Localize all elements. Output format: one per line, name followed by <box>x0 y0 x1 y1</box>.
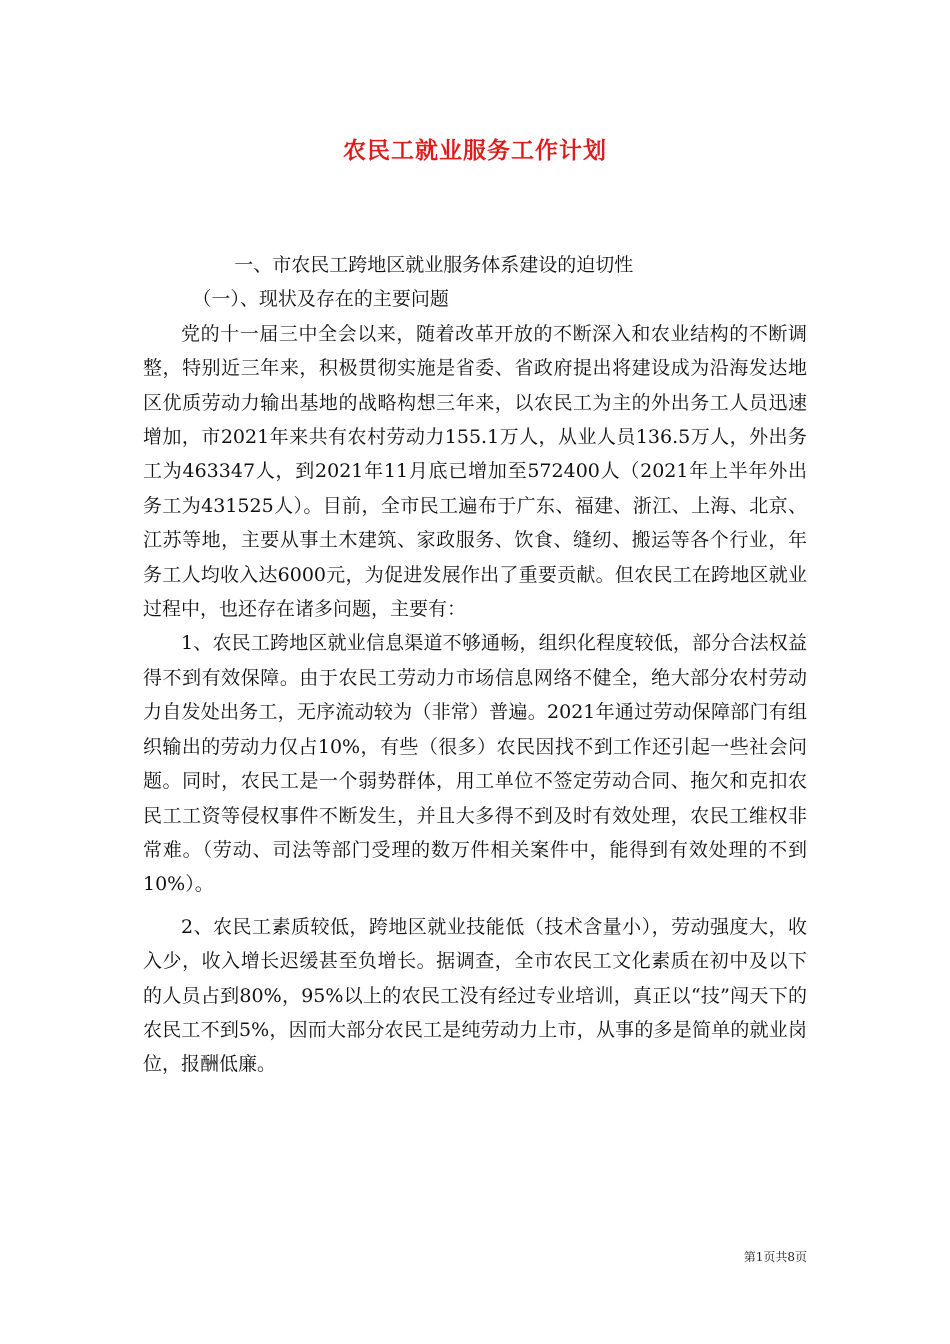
document-title: 农民工就业服务工作计划 <box>343 137 607 164</box>
document-body <box>143 248 807 1082</box>
paragraph-issue-1: 1、农民工跨地区就业信息渠道不够通畅，组织化程度较低，部分合法权益得不到有效保障。由于农民工劳动力市场信息网络不健全，绝大部分农村劳动力自发处出务工，无序流动较为（非常）普遍。2021年通过劳动保障部门有组织输出的劳动力仅占10%，有些（很多）农民因找不到工作还引起一些社会问题。同时，农民工是一个弱势群体，用工单位不签定劳动合同、拖欠和克扣农民工工资等侵权事件不断发生，并且大多得不到及时有效处理，农民工维权非常难。（劳动、司法等部门受理的数万件相关案件中，能得到有效处理的不到10%）。 <box>143 632 807 896</box>
paragraph-issue-2: 2、农民工素质较低，跨地区就业技能低（技术含量小），劳动强度大，收入少，收入增长迟缓甚至负增长。据调查，全市农民工文化素质在初中及以下的人员占到80%，95%以上的农民工没有经过专业培训，真正以“技”闯天下的农民工不到5%，因而大部分农民工是纯劳动力上市，从事的多是简单的就业岗位，报酬低廉。 <box>143 915 807 1076</box>
section-heading: 一、市农民工跨地区就业服务体系建设的迫切性 <box>234 254 634 276</box>
paragraph-overview: 党的十一届三中全会以来，随着改革开放的不断深入和农业结构的不断调整，特别近三年来，积极贯彻实施是省委、省政府提出将建设成为沿海发达地区优质劳动力输出基地的战略构想三年来，以农民工为主的外出务工人员迅速增加，市2021年来共有农村劳动力155.1万人，从业人员136.5万人，外出务工为463347人，到2021年11月底已增加至572400人（2021年上半年外出务工为431525人）。目前，全市民工遍布于广东、福建、浙江、上海、北京、江苏等地，主要从事土木建筑、家政服务、饮食、缝纫、搬运等各个行业，年务工人均收入达6000元，为促进发展作出了重要贡献。但农民工在跨地区就业过程中，也还存在诸多问题，主要有： <box>143 322 807 621</box>
page-number: 第1页共8页 <box>743 1250 807 1264</box>
subsection-heading: （一）、现状及存在的主要问题 <box>192 288 449 311</box>
